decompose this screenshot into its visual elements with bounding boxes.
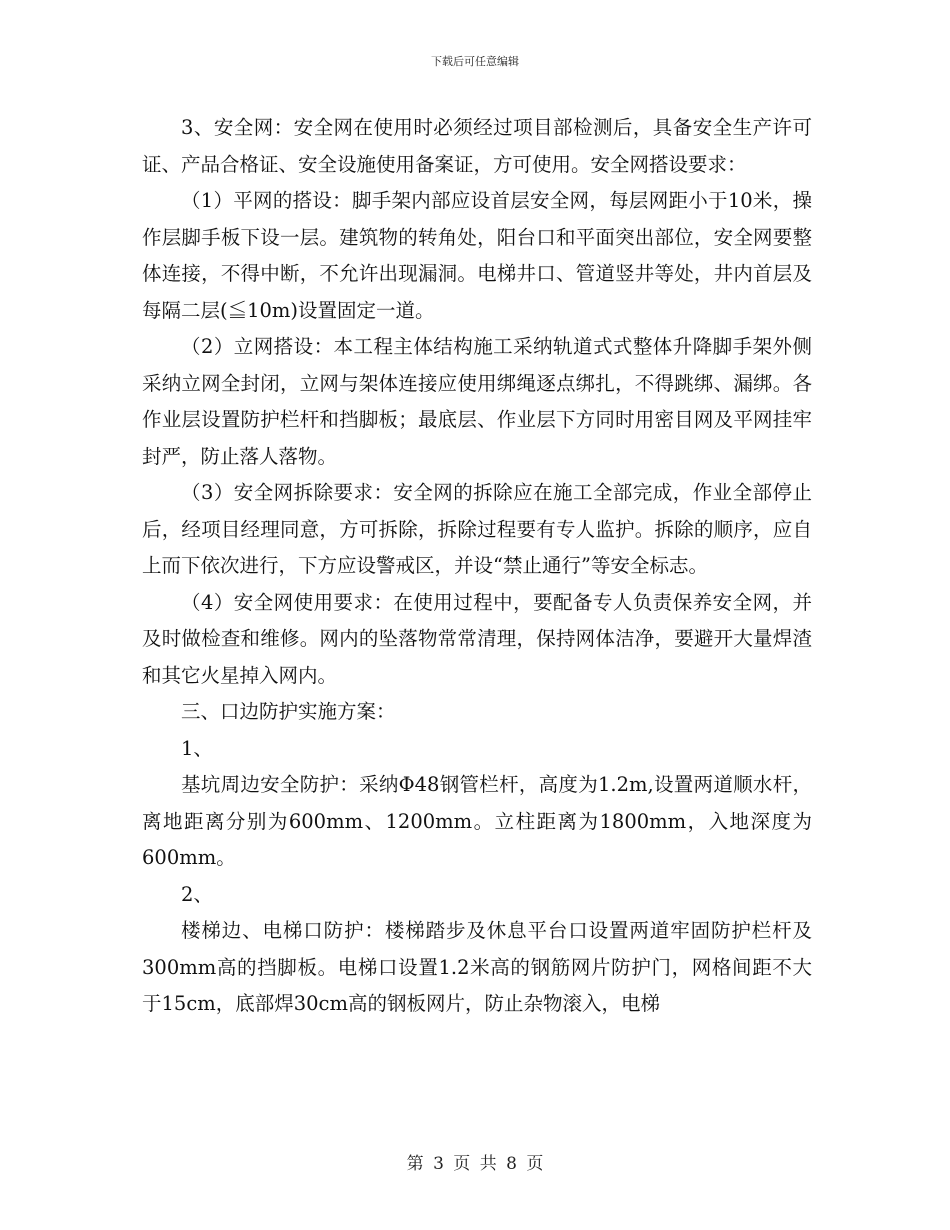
list-number-2: 2、 [181, 882, 213, 906]
page-footer: 第 3 页 共 8 页 [406, 1154, 544, 1174]
paragraph-stair-elevator-protection: 楼梯边、电梯口防护：楼梯踏步及休息平台口设置两道牢固防护栏杆及300mm高的挡脚板。电梯口设置1.2米高的钢筋网片防护门，网格间距不大于15cm，底部焊30cm高的钢板网片，防止杂物滚入，电梯 [142, 919, 812, 1015]
paragraph-flat-net: （1）平网的搭设：脚手架内部应设首层安全网，每层网距小于10米，操作层脚手板下设一层。建筑物的转角处，阳台口和平面突出部位，安全网要整体连接，不得中断，不允许出现漏洞。电梯井口、管道竖井等处，井内首层及每隔二层(≦10m)设置固定一道。 [142, 189, 812, 322]
paragraph-net-usage: （4）安全网使用要求：在使用过程中，要配备专人负责保养安全网，并及时做检查和维修。网内的坠落物常常清理，保持网体洁净，要避开大量焊渣和其它火星掉入网内。 [142, 590, 812, 687]
section-heading-edge-protection: 三、口边防护实施方案： [181, 700, 396, 723]
paragraph-vertical-net: （2）立网搭设：本工程主体结构施工采纳轨道式式整体升降脚手架外侧采纳立网全封闭，立网与架体连接应使用绑绳逐点绑扎，不得跳绑、漏绑。各作业层设置防护栏杆和挡脚板；最底层、作业层下方同时用密目网及平网挂牢封严，防止落人落物。 [142, 335, 812, 468]
list-number-1: 1、 [181, 736, 213, 760]
page-header: 下载后可任意编辑 [431, 55, 519, 68]
paragraph-net-removal: （3）安全网拆除要求：安全网的拆除应在施工全部完成，作业全部停止后，经项目经理同意，方可拆除，拆除过程要有专人监护。拆除的顺序，应自上而下依次进行，下方应设警戒区，并设“禁止通行”等安全标志。 [142, 481, 812, 577]
paragraph-safety-net: 3、安全网：安全网在使用时必须经过项目部检测后，具备安全生产许可证、产品合格证、安全设施使用备案证，方可使用。安全网搭设要求： [142, 116, 812, 176]
paragraph-pit-protection: 基坑周边安全防护：采纳Φ48钢管栏杆，高度为1.2m,设置两道顺水杆，离地距离分别为600mm、1200mm。立柱距离为1800mm，入地深度为600mm。 [142, 773, 812, 869]
document-body [142, 110, 812, 1023]
